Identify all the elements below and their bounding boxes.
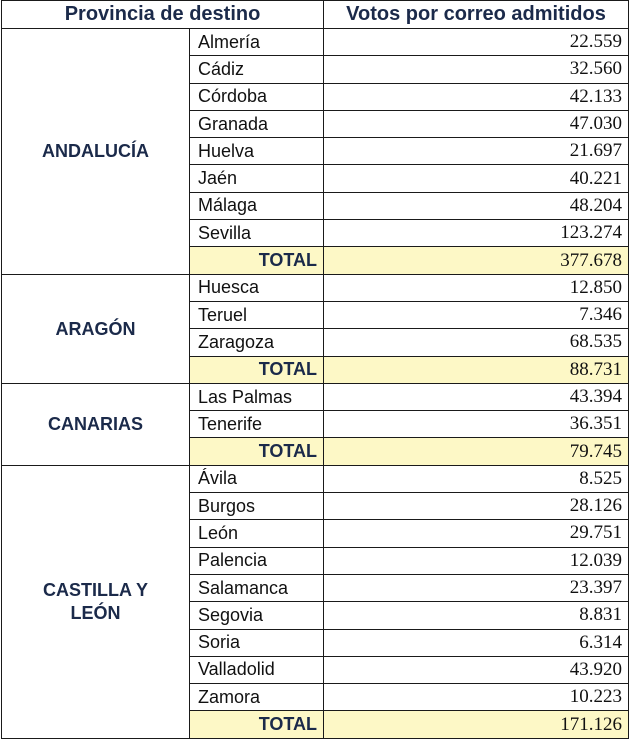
province-votes: 36.351 — [324, 411, 629, 438]
province-votes: 23.397 — [324, 574, 629, 601]
table-row — [2, 274, 629, 301]
province-votes: 28.126 — [324, 493, 629, 520]
province-votes: 32.560 — [324, 56, 629, 83]
header-votes: Votos por correo admitidos — [324, 1, 629, 29]
province-name: Huesca — [190, 274, 324, 301]
province-votes: 29.751 — [324, 520, 629, 547]
total-votes: 79.745 — [324, 438, 629, 465]
province-votes: 7.346 — [324, 301, 629, 328]
table-row — [2, 383, 629, 410]
province-name: Salamanca — [190, 574, 324, 601]
province-votes: 8.831 — [324, 602, 629, 629]
total-votes: 377.678 — [324, 247, 629, 274]
province-votes: 43.394 — [324, 383, 629, 410]
province-name: Las Palmas — [190, 383, 324, 410]
table-header — [2, 1, 629, 29]
region-name: ANDALUCÍA — [2, 29, 190, 275]
total-votes: 171.126 — [324, 711, 629, 738]
province-name: Sevilla — [190, 220, 324, 247]
province-votes: 12.039 — [324, 547, 629, 574]
province-votes: 42.133 — [324, 83, 629, 110]
province-name: Ávila — [190, 465, 324, 492]
province-name: Soria — [190, 629, 324, 656]
province-name: Palencia — [190, 547, 324, 574]
province-votes: 10.223 — [324, 684, 629, 711]
province-name: Tenerife — [190, 411, 324, 438]
province-votes: 40.221 — [324, 165, 629, 192]
table-row — [2, 29, 629, 56]
province-votes: 22.559 — [324, 29, 629, 56]
header-province: Provincia de destino — [2, 1, 324, 29]
total-votes: 88.731 — [324, 356, 629, 383]
province-name: León — [190, 520, 324, 547]
province-votes: 21.697 — [324, 138, 629, 165]
total-label: TOTAL — [190, 438, 324, 465]
province-name: Zamora — [190, 684, 324, 711]
province-name: Burgos — [190, 493, 324, 520]
header-row — [2, 1, 629, 29]
province-name: Segovia — [190, 602, 324, 629]
province-name: Málaga — [190, 192, 324, 219]
province-name: Granada — [190, 110, 324, 137]
table-body — [2, 29, 629, 739]
province-votes: 123.274 — [324, 220, 629, 247]
province-name: Jaén — [190, 165, 324, 192]
province-votes: 48.204 — [324, 192, 629, 219]
region-name: ARAGÓN — [2, 274, 190, 383]
table-row — [2, 465, 629, 492]
province-name: Zaragoza — [190, 329, 324, 356]
total-label: TOTAL — [190, 356, 324, 383]
province-votes: 47.030 — [324, 110, 629, 137]
province-name: Valladolid — [190, 656, 324, 683]
total-label: TOTAL — [190, 247, 324, 274]
province-votes: 8.525 — [324, 465, 629, 492]
province-name: Teruel — [190, 301, 324, 328]
province-name: Almería — [190, 29, 324, 56]
postal-votes-table — [1, 0, 629, 739]
province-votes: 6.314 — [324, 629, 629, 656]
province-name: Córdoba — [190, 83, 324, 110]
province-votes: 68.535 — [324, 329, 629, 356]
total-label: TOTAL — [190, 711, 324, 738]
province-votes: 12.850 — [324, 274, 629, 301]
region-name: CASTILLA Y LEÓN — [2, 465, 190, 738]
region-name: CANARIAS — [2, 383, 190, 465]
province-name: Huelva — [190, 138, 324, 165]
province-votes: 43.920 — [324, 656, 629, 683]
province-name: Cádiz — [190, 56, 324, 83]
